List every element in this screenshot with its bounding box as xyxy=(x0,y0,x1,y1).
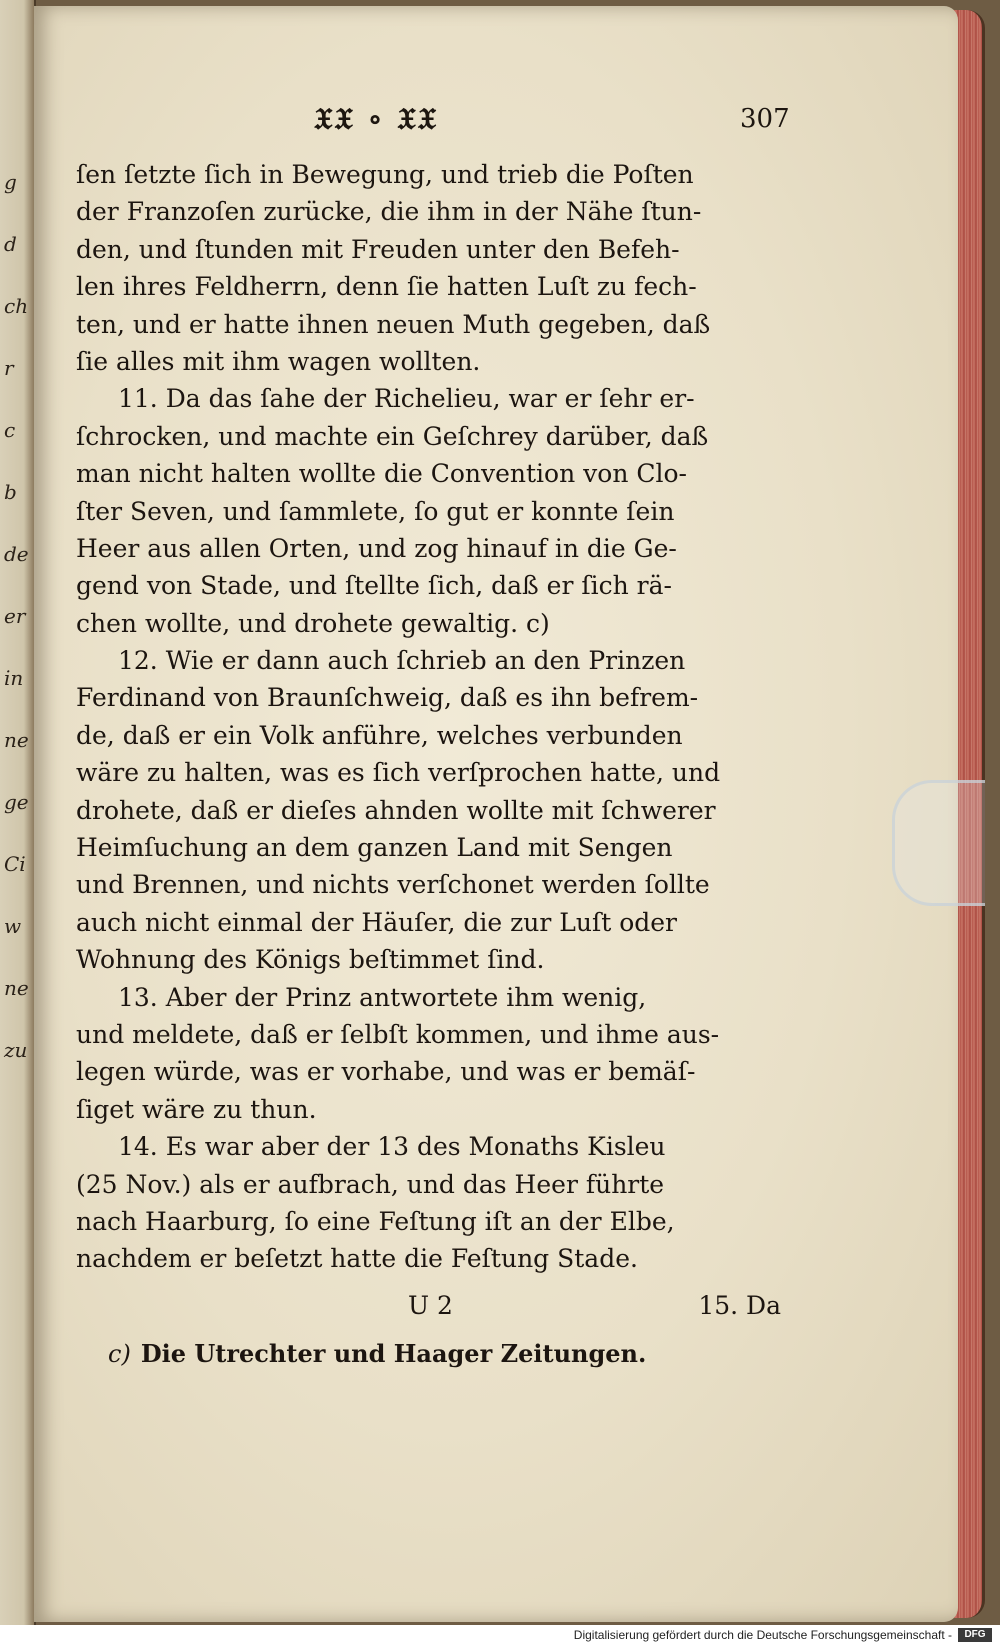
facing-page-fragment: r xyxy=(4,356,14,380)
text-line: chen wollte, und drohete gewaltig. c) xyxy=(76,608,550,638)
text-line: nach Haarburg, ſo eine Feſtung iſt an der Elbe, xyxy=(76,1206,675,1236)
text-line: ten, und er hatte ihnen neuen Muth gegeben, daß xyxy=(76,309,711,339)
running-header xyxy=(34,102,958,142)
facing-page-fragment: in xyxy=(4,666,24,690)
credit-bar xyxy=(0,1625,1000,1645)
facing-page-fragment: ge xyxy=(4,790,29,814)
facing-page-fragment: c xyxy=(4,418,16,442)
page-clip xyxy=(892,780,985,906)
signature-mark: U 2 xyxy=(408,1291,453,1320)
facing-page-fragment: b xyxy=(4,480,17,504)
text-line: ſie alles mit ihm wagen wollten. xyxy=(76,346,481,376)
page-number: 307 xyxy=(740,104,790,134)
text-line: auch nicht einmal der Häuſer, die zur Luſt oder xyxy=(76,907,678,937)
text-line: wäre zu halten, was es ſich verſprochen hatte, und xyxy=(76,758,721,788)
facing-page-fragment: d xyxy=(4,232,17,256)
facing-page-fragment: er xyxy=(4,604,26,628)
text-line: den, und ſtunden mit Freuden unter den Befeh- xyxy=(76,234,680,264)
header-ornament: 𝔛𝔛 ∘ 𝔛𝔛 xyxy=(314,102,439,137)
facing-page-edge xyxy=(0,0,36,1625)
text-line: 13. Aber der Prinz antwortete ihm wenig, xyxy=(118,982,647,1012)
page-footer xyxy=(76,1291,781,1327)
text-line: legen würde, was er vorhabe, und was er bemäſ- xyxy=(76,1057,696,1087)
text-line: der Franzoſen zurücke, die ihm in der Nähe ſtun- xyxy=(76,197,702,227)
text-line: ſen ſetzte ſich in Bewegung, und trieb die Poſten xyxy=(76,160,694,189)
text-line: de, daß er ein Volk anführe, welches verbunden xyxy=(76,720,683,750)
text-line: gend von Stade, und ſtellte ſich, daß er ſich rä- xyxy=(76,571,672,601)
text-line: ſiget wäre zu thun. xyxy=(76,1094,317,1124)
text-line: Ferdinand von Braunſchweig, daß es ihn befrem- xyxy=(76,683,699,713)
credit-text: Digitalisierung gefördert durch die Deutsche Forschungsgemeinschaft - xyxy=(573,1628,952,1642)
text-line: Heer aus allen Orten, und zog hinauf in die Ge- xyxy=(76,533,677,563)
facing-page-fragment: Ci xyxy=(4,852,26,876)
text-line: (25 Nov.) als er aufbrach, und das Heer führte xyxy=(76,1169,665,1199)
text-line: man nicht halten wollte die Convention von Clo- xyxy=(76,459,687,489)
text-line: drohete, daß er dieſes ahnden wollte mit ſchwerer xyxy=(76,795,716,825)
text-line: Heimſuchung an dem ganzen Land mit Sengen xyxy=(76,833,673,863)
text-line: len ihres Feldherrn, denn ſie hatten Luſt zu fech- xyxy=(76,272,697,302)
dfg-logo: DFG xyxy=(958,1628,992,1642)
facing-page-fragment: zu xyxy=(4,1038,28,1062)
facing-page-fragment: de xyxy=(4,542,29,566)
facing-page-fragment: ch xyxy=(4,294,29,318)
footnote xyxy=(108,1339,646,1368)
facing-page-fragment: ne xyxy=(4,976,29,1000)
facing-page-fragment: w xyxy=(4,914,22,938)
catchword: 15. Da xyxy=(698,1291,781,1320)
text-line: Wohnung des Königs beſtimmet ſind. xyxy=(76,945,545,975)
text-body xyxy=(76,156,781,1278)
text-line: 11. Da das ſahe der Richelieu, war er ſehr er- xyxy=(118,384,695,414)
text-line: und meldete, daß er ſelbſt kommen, und ihme aus- xyxy=(76,1019,720,1049)
facing-page-fragment: g xyxy=(4,170,17,194)
footnote-text: Die Utrechter und Haager Zeitungen. xyxy=(140,1339,647,1368)
footnote-mark: c) xyxy=(108,1340,131,1368)
text-line: nachdem er beſetzt hatte die Feſtung Stade. xyxy=(76,1244,638,1274)
text-line: ſchrocken, und machte ein Geſchrey darüber, daß xyxy=(76,421,709,451)
text-line: 14. Es war aber der 13 des Monaths Kisleu xyxy=(118,1132,666,1162)
text-line: ſter Seven, und ſammlete, ſo gut er konnte ſein xyxy=(76,496,675,526)
text-line: 12. Wie er dann auch ſchrieb an den Prinzen xyxy=(118,646,686,676)
facing-page-fragment: ne xyxy=(4,728,29,752)
book-page xyxy=(34,6,958,1622)
text-line: und Brennen, und nichts verſchonet werden ſollte xyxy=(76,870,710,900)
